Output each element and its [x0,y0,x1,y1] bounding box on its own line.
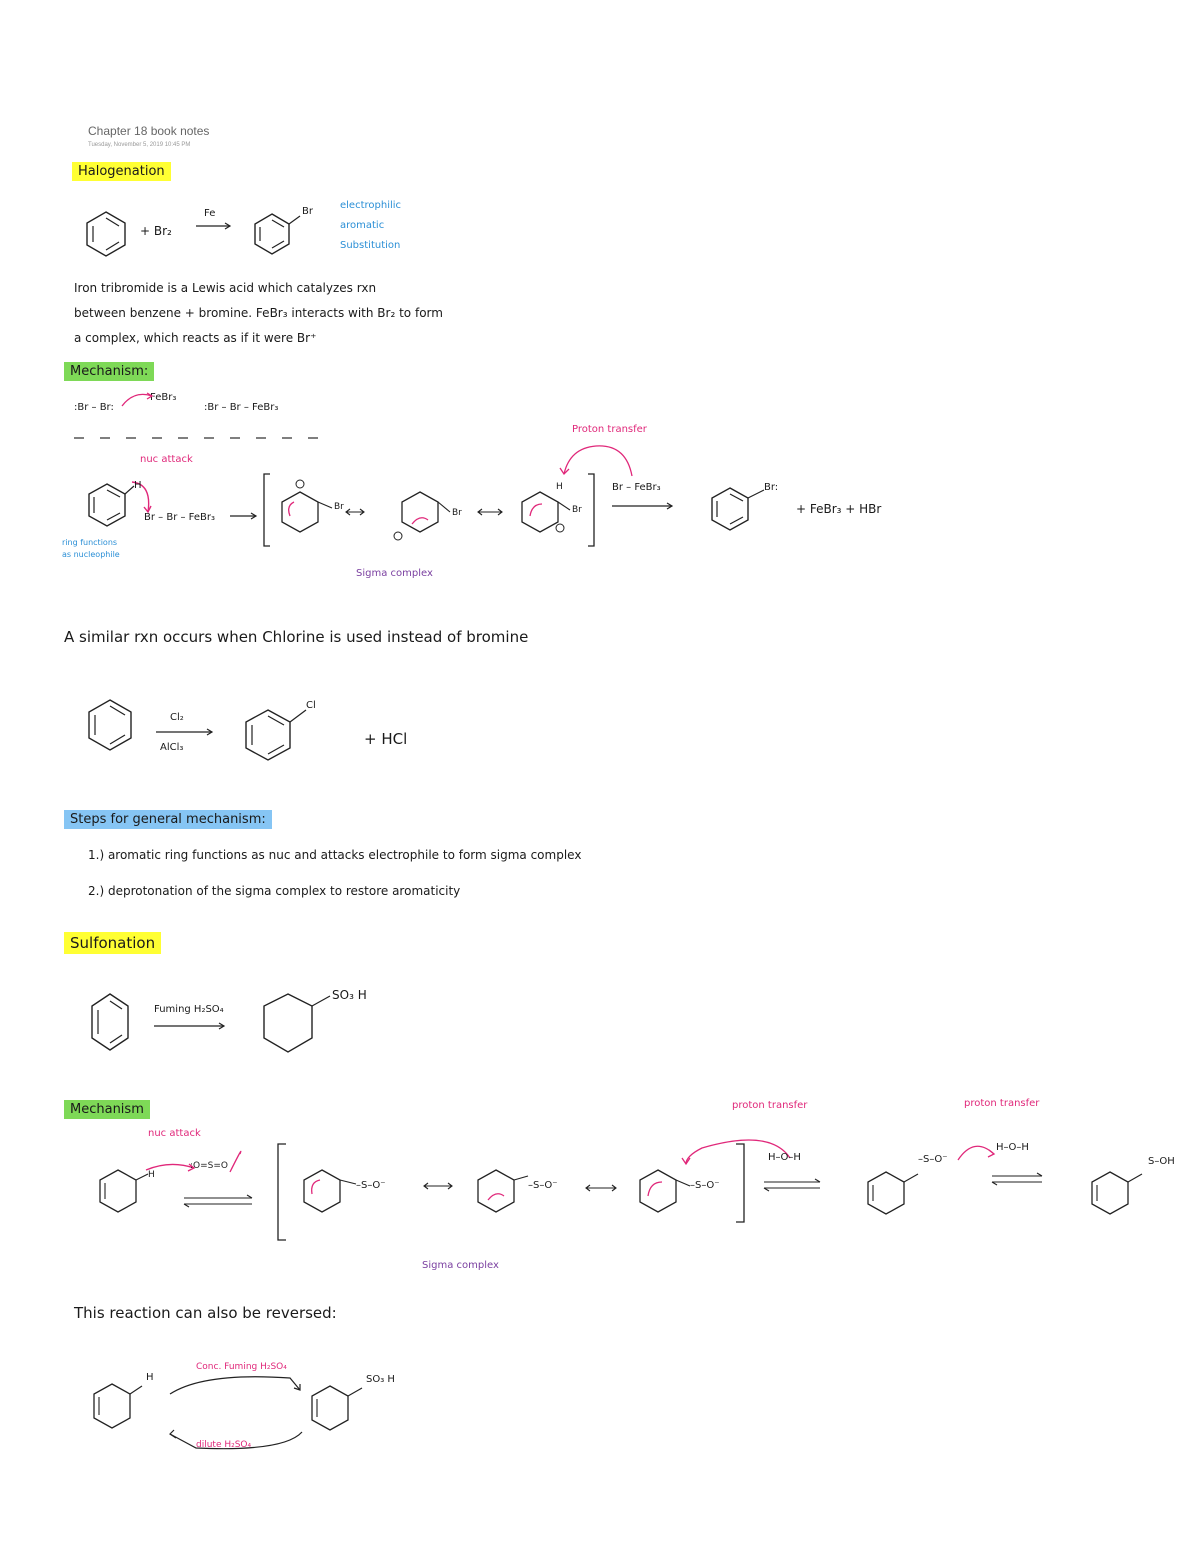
resonance-bracket [260,470,600,550]
reaction-arrow [196,222,232,230]
nuc-attack-label: nuc attack [140,454,193,465]
benzene-structure [84,210,128,258]
so3-group-a: –S–O⁻ [356,1180,386,1191]
sulfonation-mechanism [90,1130,1200,1250]
eas-label-2: aromatic [340,220,385,231]
chlorine-substituent: Cl [306,700,316,711]
steps-heading: Steps for general mechanism: [64,810,272,829]
nuc-attack-label-2: nuc attack [148,1128,201,1139]
sulfonation-heading: Sulfonation [64,932,161,954]
sub-label-3: Br [572,505,582,515]
proton-transfer-label-3: proton transfer [964,1098,1040,1109]
febr3-label: FeBr₃ [150,392,177,403]
eas-label-1: electrophilic [340,200,402,211]
ring-note-1: ring functions [62,538,118,547]
sulfonic-acid-structure [260,988,340,1064]
svg-text::O=S=O: :O=S=O [190,1161,228,1171]
reverse-reagent: dilute H₂SO₄ [196,1440,252,1450]
fuming-sulfuric-acid: Fuming H₂SO₄ [154,1004,224,1015]
iron-catalyst: Fe [204,208,216,219]
sigma-complex-label-2: Sigma complex [422,1260,499,1271]
mech2-h-label: H [148,1170,155,1180]
h-label-sigma: H [556,482,563,492]
explanation-line-3: a complex, which reacts as if it were Br⁺ [74,331,317,345]
reaction-arrow [156,728,214,736]
product-bromine: Br: [764,482,779,493]
so3-group-c: –S–O⁻ [690,1180,720,1191]
explanation-line-2: between benzene + bromine. FeBr₃ interacts with Br₂ to form [74,306,443,320]
chlorine-reagent: Cl₂ [170,712,184,723]
chlorination-note: A similar rxn occurs when Chlorine is used instead of bromine [64,628,529,646]
hydrogen-label: H [134,480,142,491]
base-complex: Br – FeBr₃ [612,482,661,493]
hydronium-ion: H–O–H [996,1142,1029,1153]
proton-transfer-label: Proton transfer [572,424,647,435]
so3h-substituent: SO₃ H [332,988,367,1002]
proton-transfer-label-2: proton transfer [732,1100,808,1111]
byproducts: + FeBr₃ + HBr [796,502,882,516]
bromobenzene-product [706,480,770,540]
page-timestamp: Tuesday, November 5, 2019 10:45 PM [88,142,191,148]
mechanism-heading-1: Mechanism: [64,362,154,381]
bromobenzene-structure [252,210,312,260]
reversal-right-so3h: SO₃ H [366,1374,395,1385]
reaction-arrow [154,1022,226,1030]
sub-label-1: Br [334,502,344,512]
reaction-arrow [612,502,674,510]
bromine-substituent: Br [302,206,313,217]
explanation-line-1: Iron tribromide is a Lewis acid which catalyzes rxn [74,281,377,295]
curved-arrow-icon [556,440,636,484]
curved-arrow-icon [120,390,154,408]
forward-reagent: Conc. Fuming H₂SO₄ [196,1362,287,1372]
reversal-scheme [84,1360,414,1470]
reversal-note: This reaction can also be reversed: [74,1304,337,1322]
alcl3-catalyst: AlCl₃ [160,742,184,753]
so3-group-b: –S–O⁻ [528,1180,558,1191]
step-2: 2.) deprotonation of the sigma complex to restore aromaticity [88,884,461,898]
reversal-left-h: H [146,1372,154,1383]
benzene-structure [88,990,132,1056]
hcl-byproduct: + HCl [364,730,408,748]
benzene-structure [86,698,134,752]
halogenation-heading: Halogenation [72,162,171,181]
mechanism-heading-2: Mechanism [64,1100,150,1119]
bromine-reagent: + Br₂ [140,224,172,238]
reaction-arrow [230,512,258,520]
so3-group-d: –S–O⁻ [918,1154,948,1165]
step-1: 1.) aromatic ring functions as nuc and attacks electrophile to form sigma complex [88,848,582,862]
bromine-electrophile: Br – Br – FeBr₃ [144,512,215,523]
sulfonic-acid-group: S–OH [1148,1156,1175,1167]
sub-label-2: Br [452,508,462,518]
eas-label-3: Substitution [340,240,401,251]
ring-note-2: as nucleophile [62,550,120,559]
water-molecule: H–O–H [768,1152,801,1163]
sigma-complex-label-1: Sigma complex [356,568,433,579]
dashed-divider [74,436,324,440]
page-title: Chapter 18 book notes [88,124,210,138]
activated-complex: :Br – Br – FeBr₃ [204,402,279,413]
bromine-lone-pairs: :Br – Br: [74,402,114,413]
